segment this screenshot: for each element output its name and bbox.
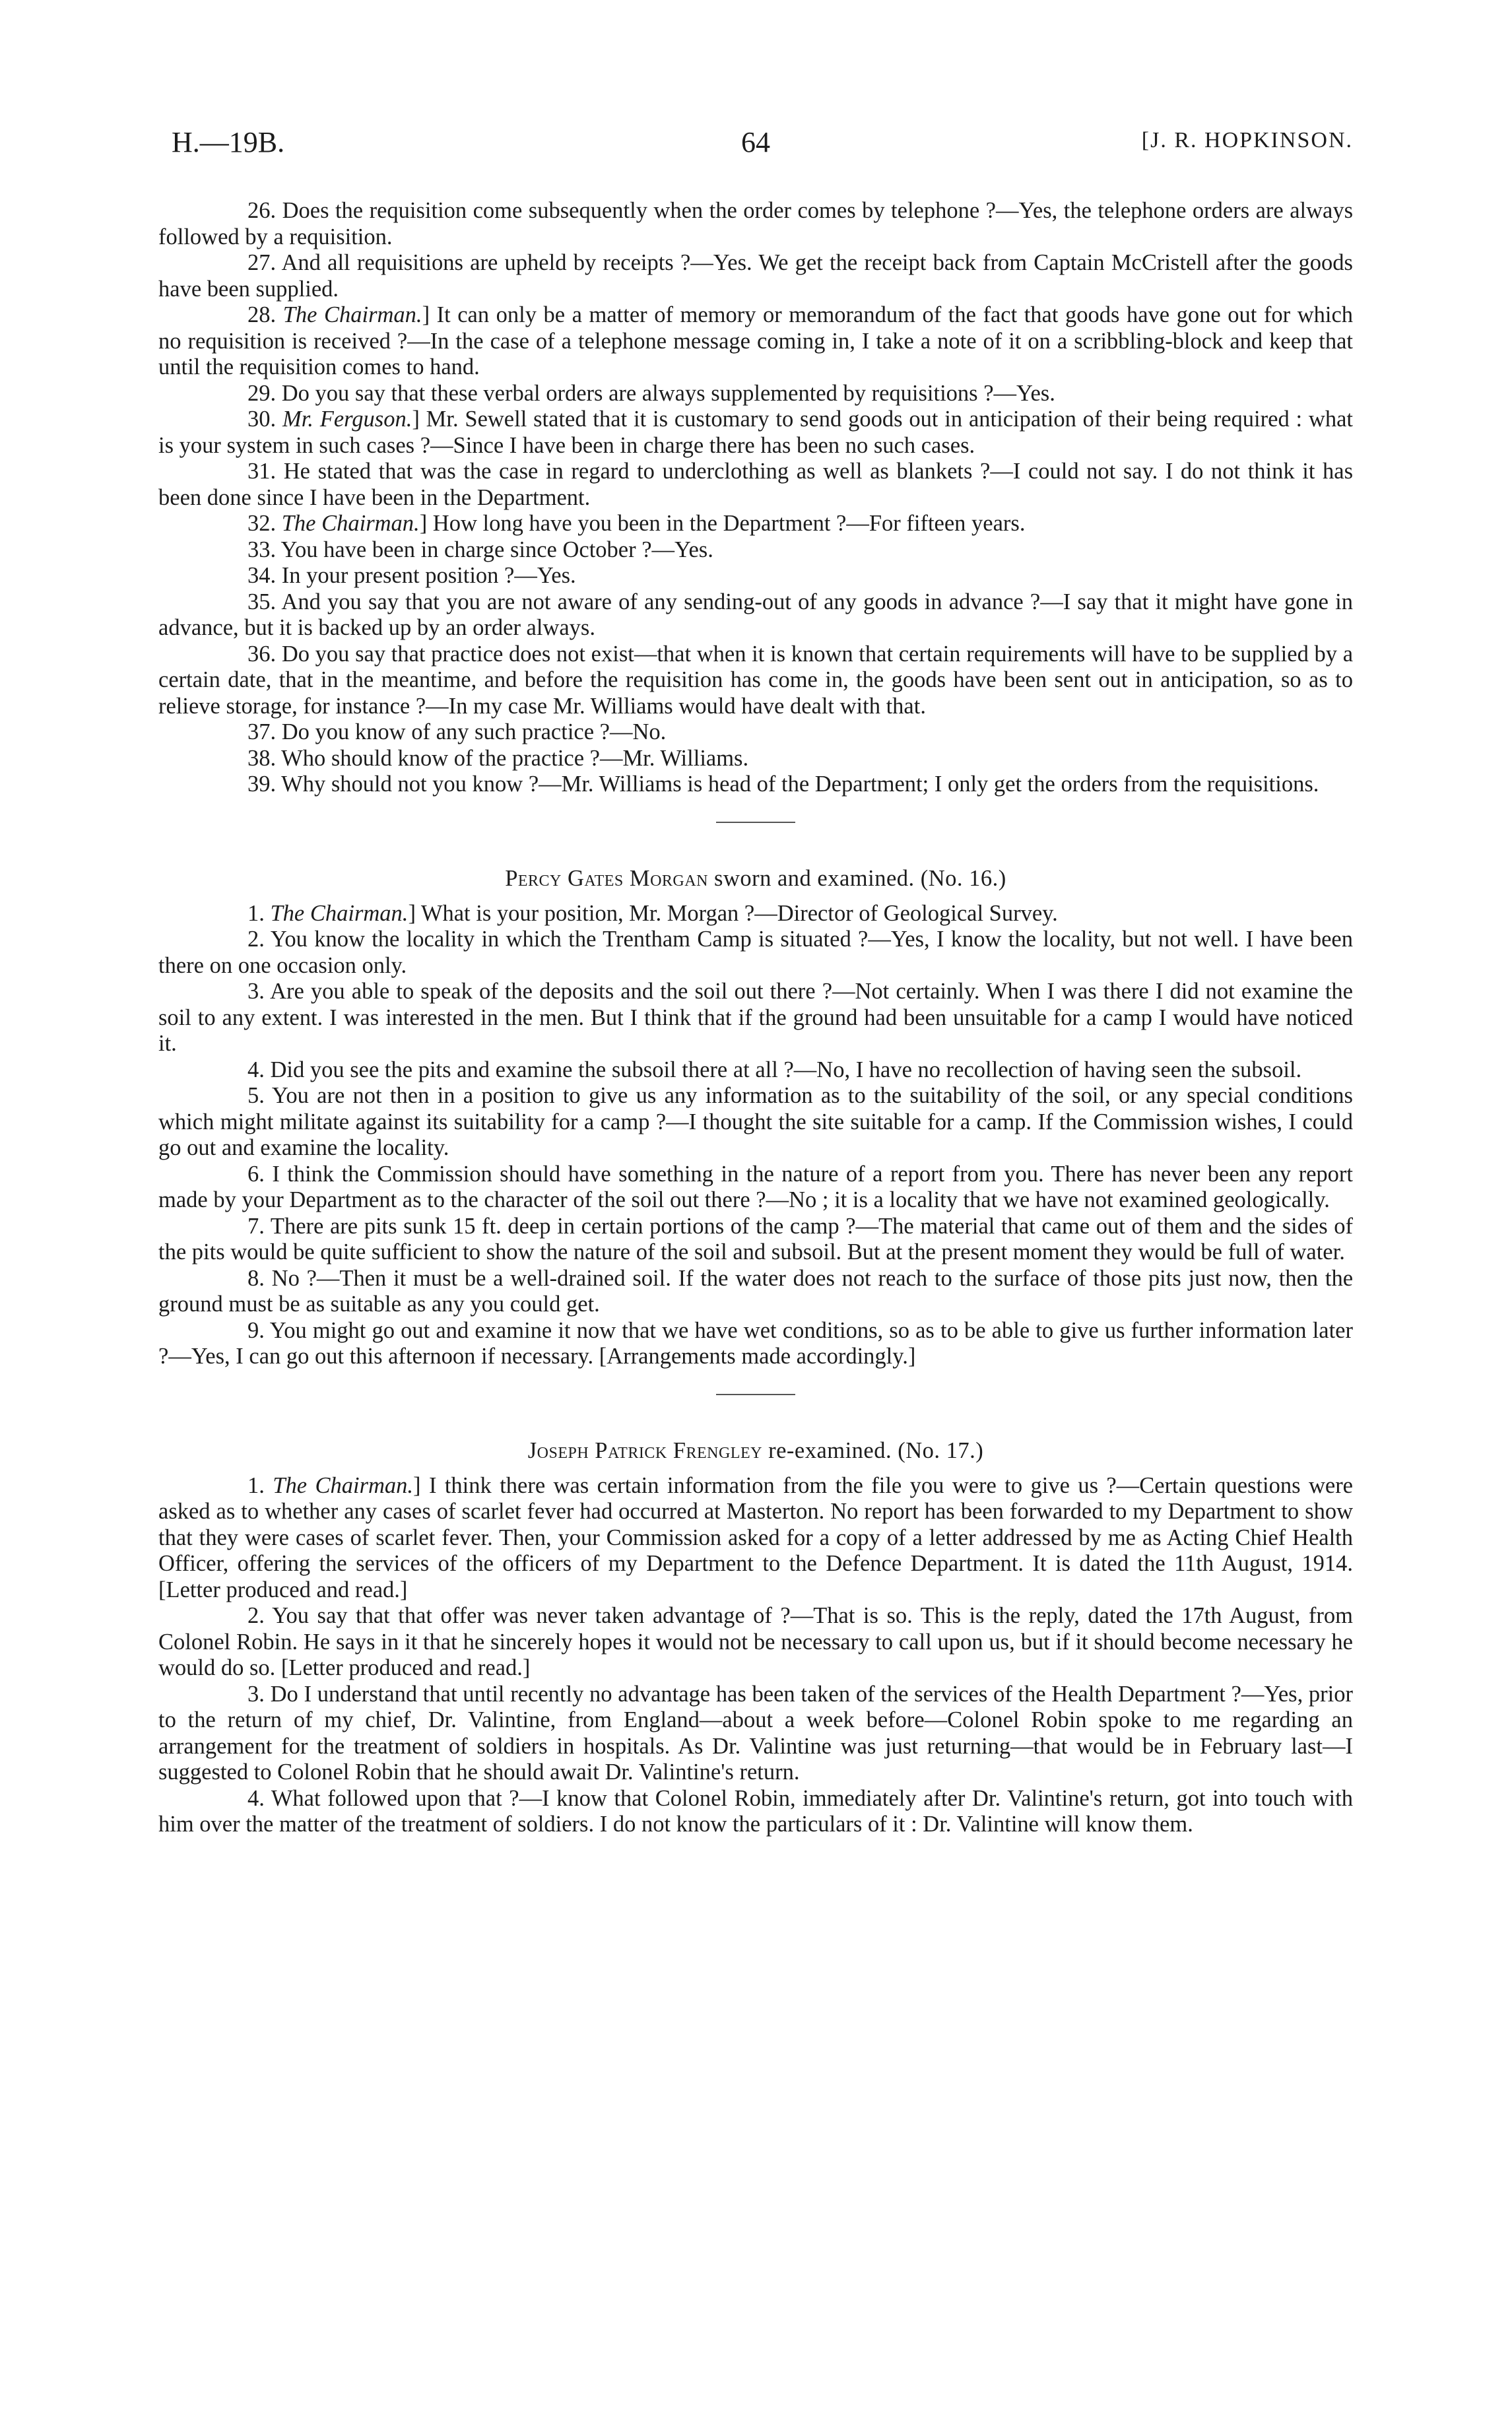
question-paragraph: 5. You are not then in a position to give us any information as to the suitability of the soil, or any special conditions which might militate against its suitability for a camp ?—I thought the site suitable for a camp. If the Commission wishes, I could go out and examine the locality. bbox=[158, 1083, 1353, 1160]
question-paragraph: 6. I think the Commission should have something in the nature of a report from you. There has never been any report made by your Department as to the character of the soil out there ?—No ; it is a locality that we have not examined geologically. bbox=[158, 1161, 1354, 1212]
section-divider bbox=[716, 822, 795, 823]
question-paragraph: 37. Do you know of any such practice ?—No. bbox=[247, 719, 667, 744]
witness-name: Joseph Patrick Frengley bbox=[527, 1437, 762, 1463]
question-paragraph: 2. You say that that offer was never taken advantage of ?—That is so. This is the reply, dated the 17th August, from Colonel Robin. He says in it that he sincerely hopes it would not be necessary to call upon us, but if it should become necessary he would do so. [Letter produced and read.] bbox=[158, 1603, 1353, 1680]
question-paragraph: 30. Mr. Ferguson.] Mr. Sewell stated that it is customary to send goods out in anticipation of their being required : what is your system in such cases ?—Since I have been in charge there has been no such cases. bbox=[158, 407, 1354, 458]
question-paragraph: 7. There are pits sunk 15 ft. deep in certain portions of the camp ?—The material that came out of them and the sides of the pits would be quite sufficient to show the nature of the soil and subsoil. But at the present moment they would be full of water. bbox=[158, 1213, 1353, 1265]
speaker-name: The Chairman. bbox=[282, 302, 422, 327]
question-paragraph: 1. The Chairman.] I think there was certain information from the file you were to give us ?—Certain questions were asked as to whether any cases of scarlet fever had occurred at Masterton. No report has been forwarded to my Department to show that they were cases of scarlet fever. Then, your Commission asked for a copy of a letter addressed by me as Acting Chief Health Officer, offering the services of the officers of my Department to the Defence Department. It is dated the 11th August, 1914. [Letter produced and read.] bbox=[158, 1472, 1353, 1602]
speaker-name: The Chairman. bbox=[281, 511, 420, 536]
question-paragraph: 33. You have been in charge since October ?—Yes. bbox=[247, 537, 713, 562]
witness-name: Percy Gates Morgan bbox=[505, 865, 708, 891]
speaker-name: The Chairman. bbox=[273, 1472, 414, 1498]
section-hopkinson-evidence bbox=[158, 198, 1353, 798]
speaker-name: The Chairman. bbox=[270, 900, 409, 926]
question-paragraph: 39. Why should not you know ?—Mr. Williams is head of the Department; I only get the orders from the requisitions. bbox=[247, 772, 1319, 797]
witness-heading: Joseph Patrick Frengley re-examined. (No. 17.) bbox=[527, 1437, 984, 1463]
question-paragraph: 36. Do you say that practice does not exist—that when it is known that certain requirements will have to be supplied by a certain date, that in the meantime, and before the requisition has come in, the goods have been sent out in anticipation, so as to relieve storage, for instance ?—In my case Mr. Williams would have dealt with that. bbox=[158, 641, 1354, 719]
page-number: 64 bbox=[741, 126, 770, 158]
question-paragraph: 28. The Chairman.] It can only be a matter of memory or memorandum of the fact that goods have gone out for which no requisition is received ?—In the case of a telephone message coming in, I take a note of it on a scribbling-block and keep that until the requisition comes to hand. bbox=[158, 302, 1354, 379]
question-paragraph: 1. The Chairman.] What is your position, Mr. Morgan ?—Director of Geological Survey. bbox=[247, 900, 1058, 926]
page-header bbox=[158, 125, 1353, 198]
question-paragraph: 29. Do you say that these verbal orders are always supplemented by requisitions ?—Yes. bbox=[247, 380, 1055, 406]
running-head-witness: [J. R. HOPKINSON. bbox=[1141, 128, 1353, 152]
section-morgan-evidence bbox=[158, 865, 1353, 1370]
question-paragraph: 34. In your present position ?—Yes. bbox=[247, 563, 576, 588]
question-paragraph: 35. And you say that you are not aware of any sending-out of any goods in advance ?—I say that it might have gone in advance, but it is backed up by an order always. bbox=[158, 589, 1353, 640]
section-frengley-evidence bbox=[158, 1437, 1353, 1838]
question-paragraph: 32. The Chairman.] How long have you been in the Department ?—For fifteen years. bbox=[247, 511, 1026, 536]
question-paragraph: 4. Did you see the pits and examine the subsoil there at all ?—No, I have no recollection of having seen the subsoil. bbox=[247, 1057, 1302, 1082]
question-paragraph: 4. What followed upon that ?—I know that Colonel Robin, immediately after Dr. Valintine's return, got into touch with him over the matter of the treatment of soldiers. I do not know the particulars of it : Dr. Valintine will know them. bbox=[158, 1785, 1353, 1837]
speaker-name: Mr. Ferguson. bbox=[282, 407, 412, 432]
question-paragraph: 8. No ?—Then it must be a well-drained soil. If the water does not reach to the surface of those pits just now, then the ground must be as suitable as any you could get. bbox=[158, 1265, 1354, 1317]
question-paragraph: 2. You know the locality in which the Trentham Camp is situated ?—Yes, I know the locality, but not well. I have been there on one occasion only. bbox=[158, 927, 1353, 978]
document-code: H.—19B. bbox=[172, 126, 285, 158]
document-page bbox=[158, 125, 1353, 1838]
question-paragraph: 31. He stated that was the case in regard to underclothing as well as blankets ?—I could not say. I do not think it has been done since I have been in the Department. bbox=[158, 459, 1354, 510]
question-paragraph: 27. And all requisitions are upheld by receipts ?—Yes. We get the receipt back from Captain McCristell after the goods have been supplied. bbox=[158, 250, 1353, 302]
question-paragraph: 9. You might go out and examine it now that we have wet conditions, so as to be able to give us further information later ?—Yes, I can go out this afternoon if necessary. [Arrangements made accordingly.] bbox=[158, 1317, 1353, 1369]
section-divider bbox=[716, 1394, 795, 1395]
question-paragraph: 3. Are you able to speak of the deposits and the soil out there ?—Not certainly. When I was there I did not examine the soil to any extent. I was interested in the men. But I think that if the ground had been unsuitable for a camp I would have noticed it. bbox=[158, 979, 1353, 1056]
question-paragraph: 38. Who should know of the practice ?—Mr. Williams. bbox=[247, 745, 749, 771]
question-paragraph: 26. Does the requisition come subsequently when the order comes by telephone ?—Yes, the telephone orders are always followed by a requisition. bbox=[158, 198, 1353, 249]
witness-heading: Percy Gates Morgan sworn and examined. (No. 16.) bbox=[505, 865, 1006, 891]
question-paragraph: 3. Do I understand that until recently no advantage has been taken of the services of the Health Department ?—Yes, prior to the return of my chief, Dr. Valintine, from England—about a week before—Colonel Robin spoke to me regarding an arrangement for the treatment of soldiers in hospitals. As Dr. Valintine was just returning—that would be in February last—I suggested to Colonel Robin that he should await Dr. Valintine's return. bbox=[158, 1681, 1353, 1785]
